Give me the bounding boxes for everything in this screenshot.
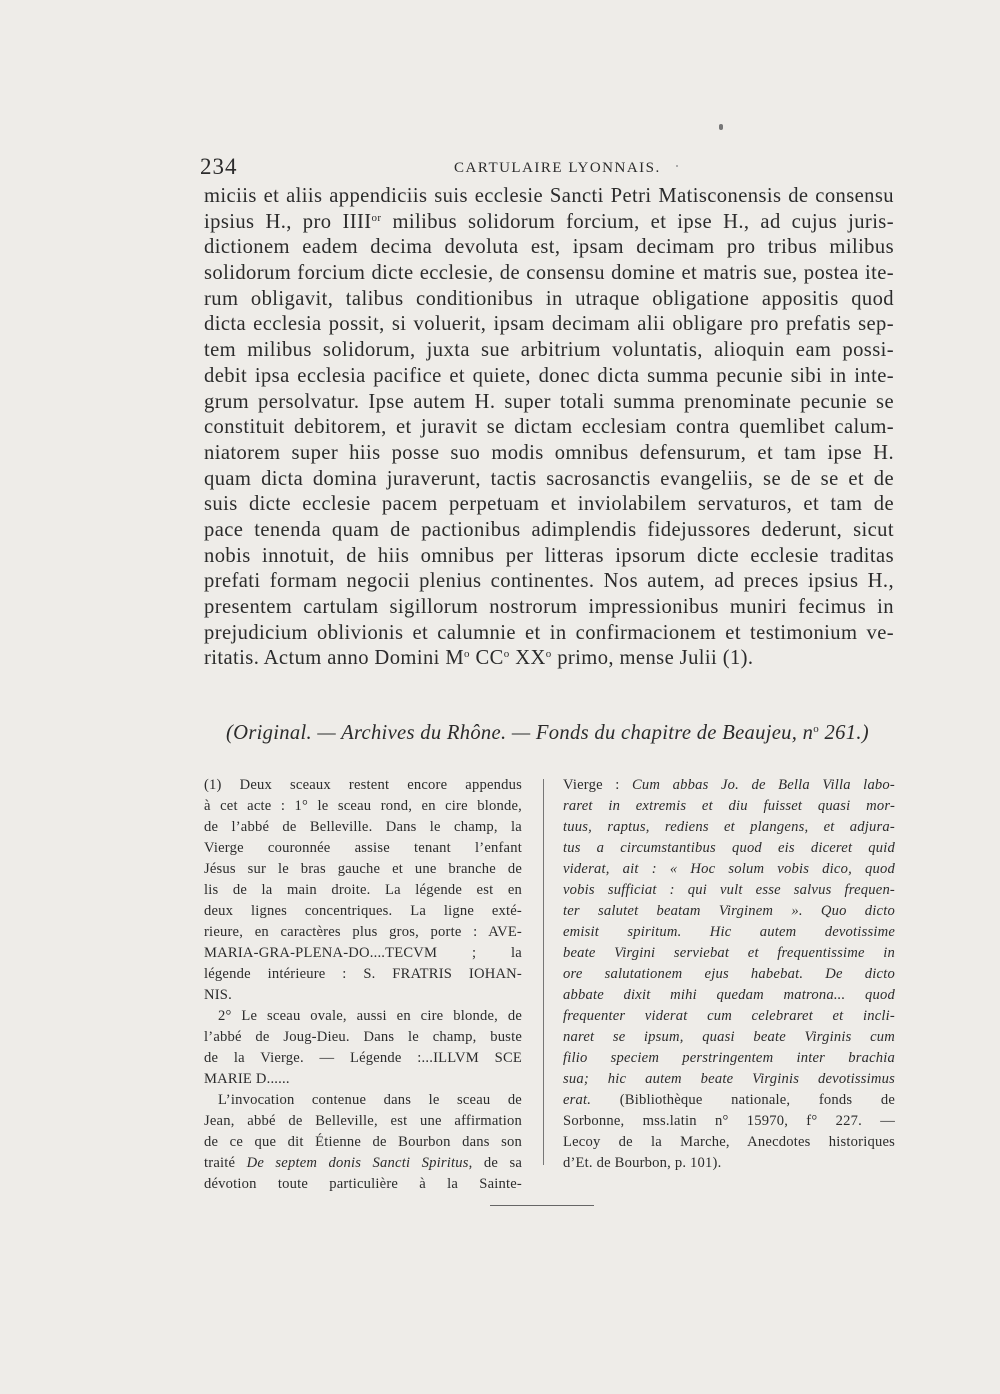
footnote-line: Sorbonne, mss.latin n° 15970, f° 227. — xyxy=(563,1113,895,1129)
footnote-line: Vierge couronnée assise tenant l’enfant xyxy=(204,840,522,856)
footnote-line: deux lignes concentriques. La ligne exté- xyxy=(204,903,522,919)
footnote-line: Lecoy de la Marche, Anecdotes historiques xyxy=(563,1134,895,1150)
text-line: dicta ecclesia possit, si voluerit, ipsam decimam alii obligare pro prefatis sep- xyxy=(204,313,894,336)
page-header xyxy=(200,152,894,182)
footnote-line: de la Vierge. — Légende :...ILLVM SCE xyxy=(204,1050,522,1066)
text-line: tem milibus solidorum, juxta sue arbitrium voluntatis, alioquin eam possi- xyxy=(204,339,894,362)
footnote-line: vobis sufficiat : qui vult esse salvus frequen- xyxy=(563,882,895,898)
footnote-line: 2° Le sceau ovale, aussi en cire blonde, de xyxy=(218,1008,522,1024)
footnote-line: ore salutationem ejus habebat. De dicto xyxy=(563,966,895,982)
text-line: prefati formam negocii plenius continentes. Nos autem, ad preces ipsius H., xyxy=(204,570,894,593)
footnote-line: filio speciem perstringentem inter brachia xyxy=(563,1050,895,1066)
footnote-line: tus a circumstantibus quod eis diceret quid xyxy=(563,840,895,856)
footnote-line: tuus, raptus, rediens et plangens, et adjura- xyxy=(563,819,895,835)
text-line: presentem cartulam sigillorum nostrorum impressionibus muniri fecimus in xyxy=(204,596,894,618)
page-number: 234 xyxy=(200,154,238,179)
footnote-line: légende intérieure : S. FRATRIS IOHAN- xyxy=(204,966,522,982)
text-line: nobis innotuit, de hiis omnibus per litteras ipsorum dicte ecclesie traditas xyxy=(204,544,894,567)
text-line: quam dicta domina juraverunt, tactis sacrosanctis evangeliis, se de se et de xyxy=(204,467,894,490)
footnote-line: de ce que dit Étienne de Bourbon dans son xyxy=(204,1134,522,1150)
footnote-line: d’Et. de Bourbon, p. 101). xyxy=(563,1155,722,1171)
footnote-line: beate Virgini serviebat et frequentissime in xyxy=(563,945,895,961)
text-line: suis dicte ecclesie pacem perpetuam et inviolabilem servaturos, et tam de xyxy=(204,493,894,516)
footnote-line: abbate dixit mihi quedam matrona... quod xyxy=(563,987,895,1003)
footnotes xyxy=(204,775,895,1192)
column-divider xyxy=(543,779,544,1165)
footnote-line: emisit spiritum. Hic autem devotissime xyxy=(563,924,895,940)
text-line: rum obligavit, talibus conditionibus in utraque obligatione appositis quod xyxy=(204,287,894,310)
footnote-line: lis de la main droite. La légende est en xyxy=(204,882,522,898)
footnote-line: ter salutet beatam Virginem ». Quo dicto xyxy=(563,903,895,919)
text-line: niatorem super hiis posse suo modis omnibus defensurum, et tam ipse H. xyxy=(204,441,894,464)
footnote-line: traité De septem donis Sancti Spiritus, de sa xyxy=(204,1155,522,1171)
footnote-line: Jésus sur le bras gauche et une branche de xyxy=(204,861,522,877)
text-line: constituit debitorem, et juravit se dictam ecclesiam contra quemlibet calum- xyxy=(204,416,894,439)
footnote-line: dévotion toute particulière à la Sainte- xyxy=(204,1176,522,1192)
text-line: debit ipsa ecclesia pacifice et quiete, donec dicta summa pecunie sibi in inte- xyxy=(204,364,894,387)
footnote-line: frequenter viderat cum celebraret et incli- xyxy=(563,1008,895,1024)
footnote-line: l’abbé de Joug-Dieu. Dans le champ, buste xyxy=(204,1029,522,1045)
footnote-line: (1) Deux sceaux restent encore appendus xyxy=(204,777,522,793)
text-line: miciis et aliis appendiciis suis ecclesie Sancti Petri Matisconensis de consensu xyxy=(204,185,894,207)
footnote-line: Vierge : Cum abbas Jo. de Bella Villa labo- xyxy=(563,777,895,793)
ink-speck xyxy=(719,124,723,130)
footnote-line: MARIE D...... xyxy=(204,1071,290,1087)
footnote-line: raret in extremis et diu fuisset quasi mor- xyxy=(563,798,895,814)
footnote-line: L’invocation contenue dans le sceau de xyxy=(218,1092,522,1108)
footnote-line: sua; hic autem beate Virginis devotissimus xyxy=(563,1071,895,1087)
footnote-line: erat. (Bibliothèque nationale, fonds de xyxy=(563,1092,895,1108)
text-line: grum persolvatur. Ipse autem H. super totali summa prenominate pecunie se xyxy=(204,390,894,413)
footnote-line: rieure, en caractères plus gros, porte : AVE- xyxy=(204,924,522,940)
text-line: prejudicium oblivionis et calumnie et in confirmacionem et testimonium ve- xyxy=(204,621,894,644)
text-line: pace tenenda quam de pactionibus adimplendis fidejussores dederunt, sicut xyxy=(204,518,894,541)
footnote-line: naret se ipsum, quasi beate Virginis cum xyxy=(563,1029,895,1045)
text-line: dictionem eadem decima devoluta est, ipsam decimam pro tribus milibus xyxy=(204,236,894,259)
source-citation: (Original. — Archives du Rhône. — Fonds du chapitre de Beaujeu, $n^o$ 261.) xyxy=(226,722,869,744)
footnote-line: à cet acte : 1° le sceau rond, en cire blonde, xyxy=(204,798,522,814)
footnote-line: MARIA-GRA-PLENA-DO....TECVM ; la xyxy=(204,945,522,961)
footnote-line: de l’abbé de Belleville. Dans le champ, la xyxy=(204,819,522,835)
footnote-column-right xyxy=(563,775,895,1174)
text-line: ipsius H., pro $IIII^{or}$ milibus solidorum forcium, et ipse H., ad cujus juris- xyxy=(204,210,894,233)
footnote-line: Jean, abbé de Belleville, est une affirmation xyxy=(204,1113,522,1129)
text-line: ritatis. Actum anno Domini $M^o$ $CC^o$ $XX^o$ primo, mense Julii (1). xyxy=(204,647,754,670)
text-line: solidorum forcium dicte ecclesie, de consensu domine et matris sue, postea ite- xyxy=(204,262,894,285)
footnote-column-left xyxy=(204,775,522,1195)
running-title: CARTULAIRE LYONNAIS. xyxy=(454,160,661,176)
footnote-line: viderat, ait : « Hoc solum vobis dico, quod xyxy=(563,861,895,877)
end-rule xyxy=(490,1205,594,1206)
charter-text xyxy=(204,184,894,672)
footnote-line: NIS. xyxy=(204,987,232,1003)
